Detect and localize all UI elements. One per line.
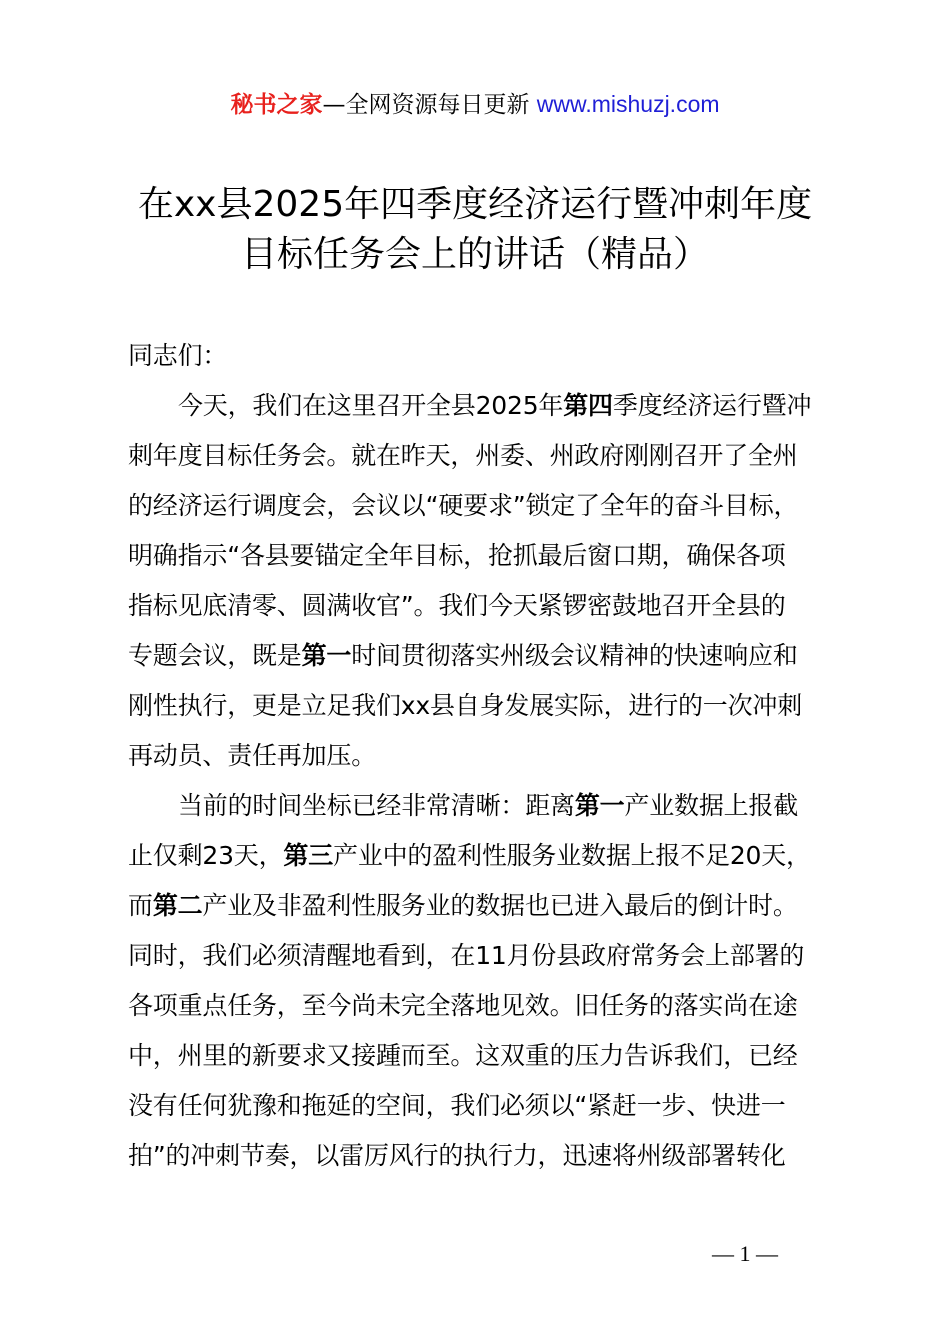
paragraph-1-line-7: 刚性执行，更是立足我们xx县自身发展实际，进行的一次冲刺 [128,691,802,720]
paragraph-1-line-4: 明确指示“各县要锚定全年目标，抢抓最后窗口期，确保各项 [128,541,786,570]
document-title [60,180,890,280]
paragraph-2-line-6: 中，州里的新要求又接踵而至。这双重的压力告诉我们，已经 [128,1041,798,1070]
title-line-2: 目标任务会上的讲话（精品） [240,234,709,275]
site-url[interactable]: www.mishuzj.com [536,91,720,117]
paragraph-1-line-2: 刺年度目标任务会。就在昨天，州委、州政府刚刚召开了全州 [128,441,798,470]
paragraph-1-line-8: 再动员、责任再加压。 [128,741,377,770]
title-line-1: 在xx县2025年四季度经济运行暨冲刺年度 [137,184,813,225]
brand-name: 秘书之家 [230,92,323,118]
paragraph-2-line-4: 同时，我们必须清醒地看到，在11月份县政府常务会上部署的 [128,941,805,970]
paragraph-1-line-5: 指标见底清零、圆满收官”。我们今天紧锣密鼓地召开全县的 [128,591,786,620]
paragraph-1-line-3: 的经济运行调度会，会议以“硬要求”锁定了全年的奋斗目标， [128,491,799,520]
paragraph-1-line-1: 今天，我们在这里召开全县2025年第四季度经济运行暨冲 [178,391,812,420]
salutation: 同志们： [128,341,228,370]
paragraph-2-line-7: 没有任何犹豫和拖延的空间，我们必须以“紧赶一步、快进一 [128,1091,786,1120]
paragraph-2-line-8: 拍”的冲刺节奏，以雷厉风行的执行力，迅速将州级部署转化 [128,1141,786,1170]
paragraph-2-line-3: 而第二产业及非盈利性服务业的数据也已进入最后的倒计时。 [128,891,798,920]
document-body [128,331,840,1181]
paragraph-2-line-1: 当前的时间坐标已经非常清晰：距离第一产业数据上报截 [178,791,799,820]
paragraph-2-line-5: 各项重点任务，至今尚未完全落地见效。旧任务的落实尚在途 [128,991,798,1020]
paragraph-1-line-6: 专题会议，既是第一时间贯彻落实州级会议精神的快速响应和 [128,641,798,670]
site-banner [0,86,950,123]
paragraph-2-line-2: 止仅剩23天，第三产业中的盈利性服务业数据上报不足20天， [128,841,811,870]
page-number: — 1 — [712,1241,778,1266]
tagline: —全网资源每日更新 [322,92,530,118]
